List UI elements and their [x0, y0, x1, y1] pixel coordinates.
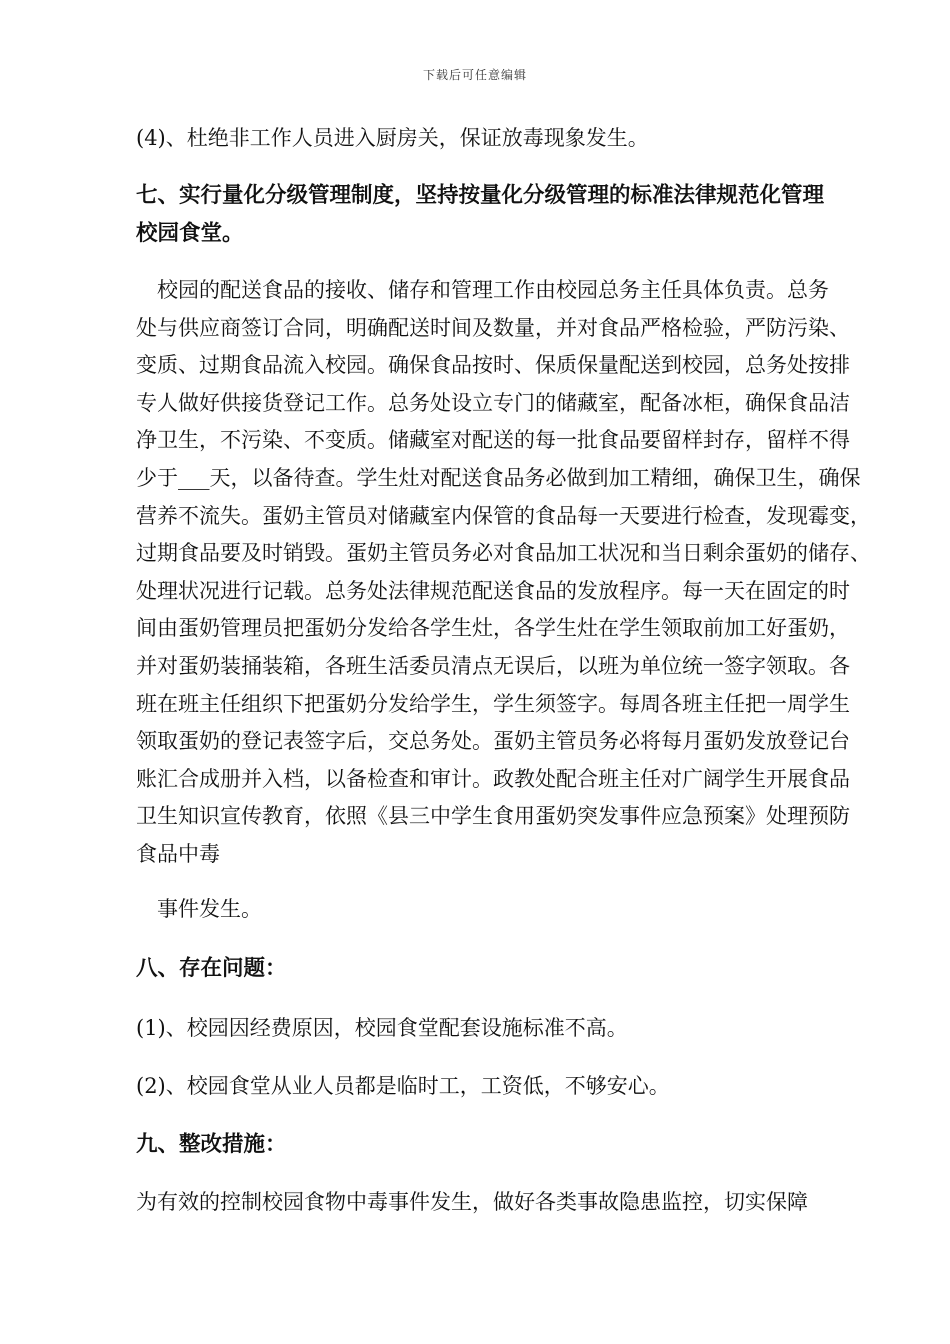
paragraph-line: 食品中毒: [136, 841, 220, 866]
list-item-4: (4)、杜绝非工作人员进入厨房关，保证放毒现象发生。: [136, 126, 649, 150]
paragraph-line: 营养不流失。蛋奶主管员对储藏室内保管的食品每一天要进行检查，发现霉变，: [136, 503, 871, 528]
paragraph-line: 领取蛋奶的登记表签字后，交总务处。蛋奶主管员务必将每月蛋奶发放登记台: [136, 729, 850, 754]
paragraph-line: 并对蛋奶装捅装箱，各班生活委员清点无误后，以班为单位统一签字领取。各: [136, 653, 850, 678]
paragraph-line: 卫生知识宣传教育，依照《县三中学生食用蛋奶突发事件应急预案》处理预防: [136, 804, 850, 829]
section-7-tail: 事件发生。: [136, 897, 262, 921]
paragraph-line: 变质、过期食品流入校园。确保食品按时、保质保量配送到校园，总务处按排: [136, 353, 850, 378]
section-9-body-line: 为有效的控制校园食物中毒事件发生，做好各类事故隐患监控，切实保障: [136, 1190, 808, 1214]
paragraph-line: 处理状况进行记载。总务处法律规范配送食品的发放程序。每一天在固定的时: [136, 578, 850, 603]
paragraph-line: 账汇合成册并入档，以备检查和审计。政教处配合班主任对广阔学生开展食品: [136, 766, 850, 791]
paragraph-line: 班在班主任组织下把蛋奶分发给学生，学生须签字。每周各班主任把一周学生: [136, 691, 850, 716]
paragraph-line: 处与供应商签订合同，明确配送时间及数量，并对食品严格检验，严防污染、: [136, 315, 850, 340]
paragraph-line: 少于___天，以备待查。学生灶对配送食品务必做到加工精细，确保卫生，确保: [136, 465, 861, 490]
paragraph-line: 专人做好供接货登记工作。总务处设立专门的储藏室，配备冰柜，确保食品洁: [136, 390, 850, 415]
paragraph-line: 过期食品要及时销毁。蛋奶主管员务必对食品加工状况和当日剩余蛋奶的储存、: [136, 541, 871, 566]
section-7-paragraph: [136, 275, 871, 877]
paragraph-line: 校园的配送食品的接收、储存和管理工作由校园总务主任具体负责。总务: [136, 278, 829, 302]
paragraph-line: 间由蛋奶管理员把蛋奶分发给各学生灶，各学生灶在学生领取前加工好蛋奶，: [136, 616, 850, 641]
section-7-heading-line-1: 七、实行量化分级管理制度，坚持按量化分级管理的标准法律规范化管理: [136, 183, 825, 208]
page-header-caption: 下载后可任意编辑: [422, 68, 527, 82]
paragraph-line: 净卫生，不污染、不变质。储藏室对配送的每一批食品要留样封存，留样不得: [136, 428, 850, 453]
section-9-heading: 九、整改措施：: [136, 1132, 287, 1157]
section-8-item-2: (2)、校园食堂从业人员都是临时工，工资低，不够安心。: [136, 1074, 670, 1098]
section-7-heading-line-2: 校园食堂。: [136, 221, 244, 246]
section-8-item-1: (1)、校园因经费原因，校园食堂配套设施标准不高。: [136, 1016, 628, 1040]
section-8-heading: 八、存在问题：: [136, 956, 287, 981]
